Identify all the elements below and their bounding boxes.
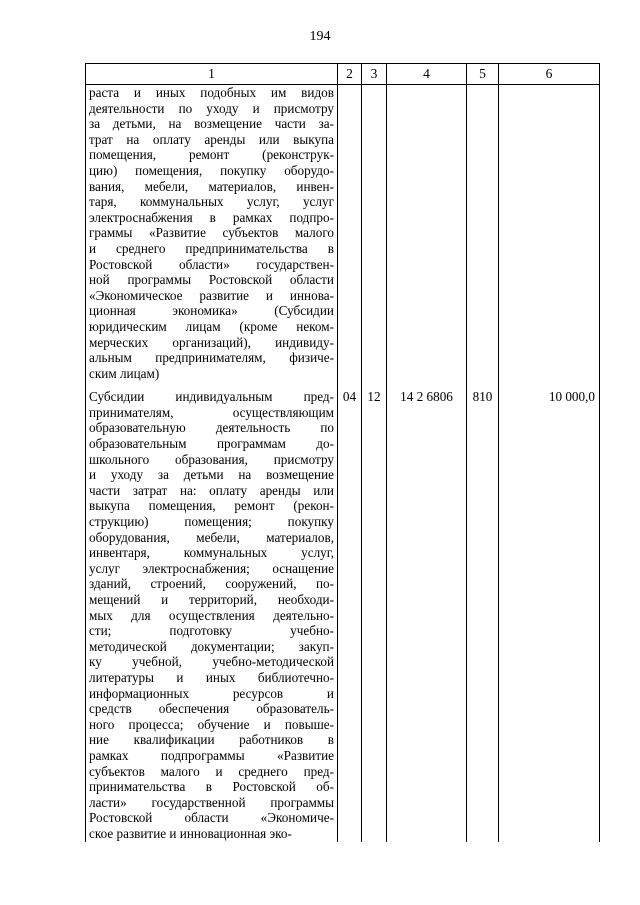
budget-table	[85, 63, 600, 842]
description-line: «Экономическое развитие и иннова-	[89, 287, 334, 303]
description-line: юридическим лицам (кроме неком-	[89, 318, 334, 334]
column-header-2: 2	[338, 64, 362, 85]
row-description	[86, 381, 338, 841]
description-line: деятельности по уходу и присмотру	[89, 100, 334, 116]
description-line: помещения, ремонт (реконструк-	[89, 147, 334, 163]
description-line: образовательным программам до-	[89, 436, 334, 452]
description-line: ционная экономика» (Субсидии	[89, 303, 334, 319]
description-line: методической документации; закуп-	[89, 638, 334, 654]
column-header-4: 4	[387, 64, 467, 85]
table-row	[86, 85, 600, 382]
description-line: мых для осуществления деятельно-	[89, 607, 334, 623]
description-line: ласти» государственной программы	[89, 794, 334, 810]
table-header-row	[86, 64, 600, 85]
column-header-5: 5	[467, 64, 499, 85]
description-line: выкупа помещения, ремонт (рекон-	[89, 498, 334, 514]
subsection-code: 12	[362, 381, 387, 841]
section-code: 04	[338, 381, 362, 841]
description-line: струкцию) помещения; покупку	[89, 514, 334, 530]
description-line: Ростовской области» государствен-	[89, 256, 334, 272]
column-header-1: 1	[86, 64, 338, 85]
section-code	[338, 85, 362, 382]
description-line: услуг электроснабжения; оснащение	[89, 560, 334, 576]
description-line: раста и иных подобных им видов	[89, 85, 334, 100]
description-line: субъектов малого и среднего пред-	[89, 763, 334, 779]
description-line: образовательную деятельность по	[89, 420, 334, 436]
description-line: принимателям, осуществляющим	[89, 404, 334, 420]
expense-type-code: 810	[467, 381, 499, 841]
page-number: 194	[309, 29, 331, 44]
description-line: ние квалификации работников в	[89, 732, 334, 748]
row-description	[86, 85, 338, 382]
description-line: ного процесса; обучение и повыше-	[89, 716, 334, 732]
description-line: Ростовской области «Экономиче-	[89, 810, 334, 826]
amount-value	[499, 85, 600, 382]
description-line: оборудования, мебели, материалов,	[89, 529, 334, 545]
description-line: сти; подготовку учебно-	[89, 623, 334, 639]
description-line: электроснабжения в рамках подпро-	[89, 209, 334, 225]
description-line: инвентаря, коммунальных услуг,	[89, 545, 334, 561]
description-line: таря, коммунальных услуг, услуг	[89, 194, 334, 210]
column-header-6: 6	[499, 64, 600, 85]
description-line: школьного образования, присмотру	[89, 451, 334, 467]
table-row	[86, 381, 600, 841]
description-line: рамках подпрограммы «Развитие	[89, 747, 334, 763]
description-line: части затрат на: оплату аренды или	[89, 482, 334, 498]
description-line: литературы и иных библиотечно-	[89, 669, 334, 685]
description-line: ским лицам)	[89, 365, 160, 381]
amount-value: 10 000,0	[499, 381, 600, 841]
column-header-3: 3	[362, 64, 387, 85]
description-line: за детьми, на возмещение части за-	[89, 116, 334, 132]
description-line: трат на оплату аренды или выкупа	[89, 131, 334, 147]
description-line: зданий, строений, сооружений, по-	[89, 576, 334, 592]
description-line: и уходу за детьми на возмещение	[89, 467, 334, 483]
description-line: ку учебной, учебно-методической	[89, 654, 334, 670]
description-line: альным предпринимателям, физиче-	[89, 350, 334, 366]
description-line: средств обеспечения образователь-	[89, 701, 334, 717]
description-line: Субсидии индивидуальным пред-	[89, 389, 334, 405]
description-line: цию) помещения, покупку оборудо-	[89, 162, 334, 178]
description-line: граммы «Развитие субъектов малого	[89, 225, 334, 241]
description-line: ной программы Ростовской области	[89, 272, 334, 288]
description-line: и среднего предпринимательства в	[89, 240, 334, 256]
description-line: мещений и территорий, необходи-	[89, 592, 334, 607]
expense-type-code	[467, 85, 499, 382]
target-article-code	[387, 85, 467, 382]
description-line: мерческих организаций), индивиду-	[89, 334, 334, 350]
target-article-code: 14 2 6806	[387, 381, 467, 841]
subsection-code	[362, 85, 387, 382]
description-line: принимательства в Ростовской об-	[89, 779, 334, 795]
description-line: вания, мебели, материалов, инвен-	[89, 178, 334, 194]
description-line: информационных ресурсов и	[89, 685, 334, 701]
description-line: ское развитие и инновационная эко-	[89, 825, 292, 841]
